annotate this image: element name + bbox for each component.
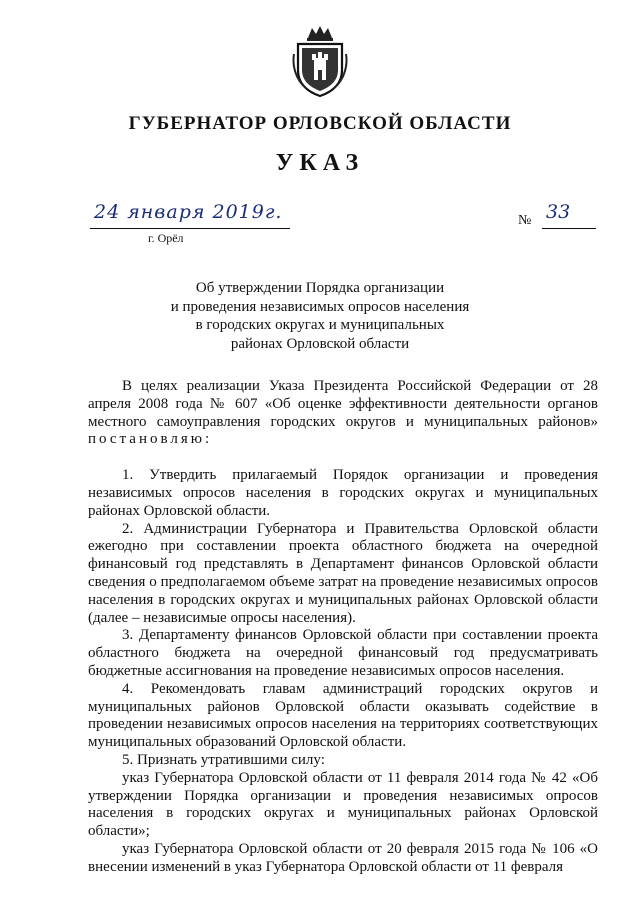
item-paragraph: 1. Утвердить прилагаемый Порядок организации и проведения независимых опросов населения в городских округах и муниципальных районах Орловской области.: [88, 467, 598, 519]
item-paragraph: 5. Признать утратившими силу:: [122, 751, 325, 768]
decree-word: постановляю:: [88, 431, 213, 448]
item-paragraph: указ Губернатора Орловской области от 20 февраля 2015 года № 106 «О внесении изменений в указ Губернатора Орловской области от 11 февраля: [88, 840, 598, 875]
handwritten-number: 33: [546, 201, 571, 223]
item-paragraph: 4. Рекомендовать главам администраций городских округов и муниципальных районов Орловской области оказывать содействие в проведении независимых опросов населения на территориях соответствующих муниципальных образований Орловской области.: [88, 680, 598, 751]
subject-line: в городских округах и муниципальных: [195, 317, 445, 333]
item-paragraph: 2. Администрации Губернатора и Правительства Орловской области ежегодно при составлении проекта областного бюджета на очередной финансовый год представлять в Департамент финансов Орловской области сведения о предполагаемом объеме затрат на проведение независимых опросов населения в городских округах и муниципальных районах Орловской области (далее – независимые опросы населения).: [88, 520, 598, 626]
issuer-title: ГУБЕРНАТОР ОРЛОВСКОЙ ОБЛАСТИ: [128, 113, 512, 134]
coat-of-arms-emblem: [292, 24, 348, 98]
city-label: г. Орёл: [148, 231, 184, 245]
subject-line: Об утверждении Порядка организации: [195, 280, 445, 296]
preamble-text: В целях реализации Указа Президента Российской Федерации от 28 апреля 2008 года № 607 «Об оценке эффективности деятельности органов местного самоуправления городских округов и муниципальных районов»: [88, 378, 598, 430]
handwritten-date: 24 января 2019г.: [94, 201, 283, 223]
subject-line: и проведения независимых опросов населения: [170, 298, 470, 315]
item-paragraph: 3. Департаменту финансов Орловской области при составлении проекта областного бюджета на очередной финансовый год предусматривать бюджетные ассигнования на проведение независимых опросов населения.: [88, 627, 598, 679]
preamble-paragraph: [88, 378, 598, 449]
decree-body: [88, 378, 598, 877]
document-type: УКАЗ: [275, 150, 365, 176]
item-paragraph: указ Губернатора Орловской области от 11 февраля 2014 года № 42 «Об утверждении Порядка организации и проведения независимых опросов населения в городских округах и муниципальных районах Орловской области»;: [88, 769, 598, 840]
decree-subject: [0, 279, 640, 353]
subject-line: районах Орловской области: [230, 335, 410, 352]
number-label: №: [518, 213, 532, 228]
